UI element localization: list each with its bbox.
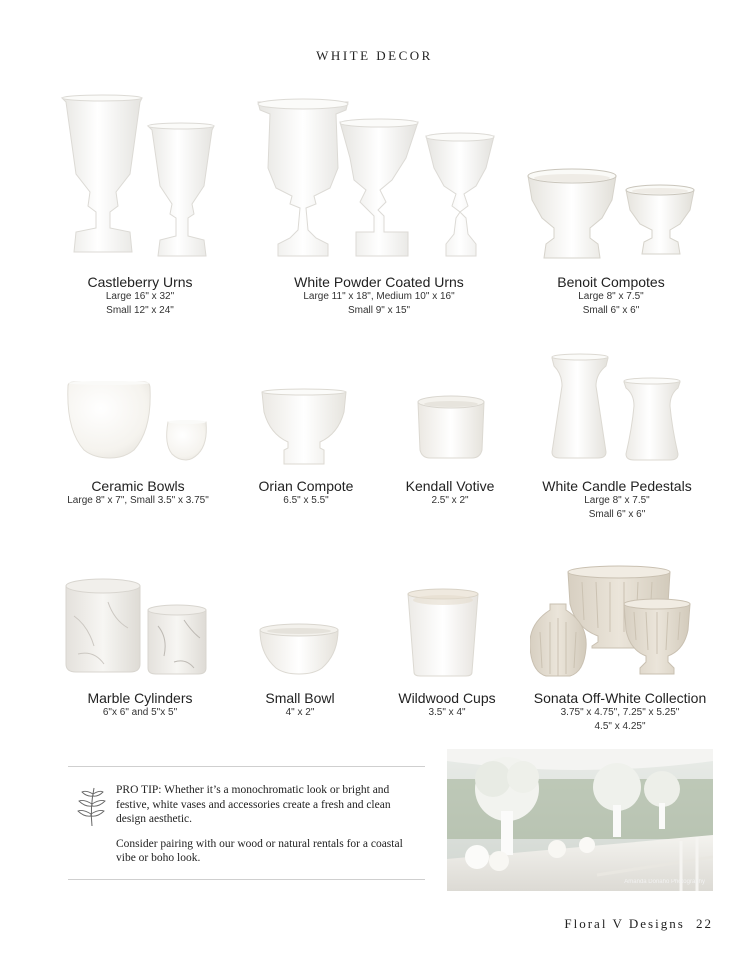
sonata-off-white-collection-photo: [530, 564, 700, 680]
product-dimension: Large 11" x 18", Medium 10" x 16": [303, 291, 455, 302]
white-candle-pedestals-photo: [548, 352, 688, 464]
tip-bottom-divider: [68, 879, 425, 880]
product-dimension: 6.5" x 5.5": [283, 495, 329, 506]
leaf-sprig-icon: [76, 784, 108, 828]
product-ceramic-bowls: [48, 476, 228, 508]
product-dimension: 3.5" x 4": [428, 707, 466, 718]
pro-tip-text: [116, 783, 421, 866]
wildwood-cups-photo: [406, 588, 480, 678]
product-dimension: Small 9" x 15": [347, 305, 411, 316]
product-marble-cylinders: [60, 688, 220, 720]
benoit-compotes-photo: [524, 166, 700, 264]
product-dimension: Large 8" x 7", Small 3.5" x 3.75": [67, 495, 209, 506]
product-dimension: 2.5" x 2": [431, 495, 469, 506]
product-name: White Candle Pedestals: [542, 478, 692, 494]
page-footer: [564, 916, 713, 932]
product-castleberry-urns: [60, 272, 220, 318]
product-name: Sonata Off-White Collection: [533, 690, 707, 706]
tip-top-divider: [68, 766, 425, 767]
product-dimension: 3.75" x 4.75", 7.25" x 5.25": [560, 707, 680, 718]
product-dimension: 4" x 2": [285, 707, 315, 718]
wedding-table-photo: [447, 749, 713, 891]
product-name: Benoit Compotes: [557, 274, 665, 290]
page-title: WHITE DECOR: [316, 48, 433, 63]
photo-credit: Amanda Donaho Photography: [624, 879, 705, 885]
product-name: Ceramic Bowls: [91, 478, 185, 494]
product-name: Orian Compote: [258, 478, 354, 494]
pro-tip-paragraph: PRO TIP: Whether it’s a monochromatic look or bright and festive, white vases and accessories create a fresh and clean design aesthetic.: [116, 784, 391, 825]
product-sonata-off-white-collection: [520, 688, 720, 734]
ceramic-bowls-photo: [64, 380, 214, 464]
product-dimension: 4.5" x 4.25": [594, 721, 646, 732]
product-dimension: Small 6" x 6": [582, 305, 640, 316]
small-bowl-photo: [258, 622, 340, 678]
product-dimension: Small 6" x 6": [588, 509, 646, 520]
product-benoit-compotes: [530, 272, 692, 318]
orian-compote-photo: [258, 388, 350, 468]
product-dimension: Small 12" x 24": [106, 305, 174, 316]
product-name: Kendall Votive: [405, 478, 495, 494]
product-name: Small Bowl: [265, 690, 335, 706]
product-name: White Powder Coated Urns: [294, 274, 464, 290]
product-name: Castleberry Urns: [87, 274, 193, 290]
product-dimension: Large 8" x 7.5": [578, 291, 644, 302]
product-kendall-votive: [392, 476, 508, 508]
product-orian-compote: [244, 476, 368, 508]
product-small-bowl: [244, 688, 356, 720]
pro-tip-paragraph: Consider pairing with our wood or natural rentals for a coastal vibe or boho look.: [116, 837, 403, 864]
product-dimension: Large 8" x 7.5": [584, 495, 650, 506]
castleberry-urns-photo: [60, 94, 220, 264]
product-white-candle-pedestals: [536, 476, 698, 522]
product-name: Marble Cylinders: [87, 690, 193, 706]
product-dimension: 6"x 6" and 5"x 5": [102, 707, 178, 718]
page-number: 22: [696, 916, 713, 931]
product-dimension: Large 16" x 32": [105, 291, 175, 302]
product-name: Wildwood Cups: [398, 690, 496, 706]
kendall-votive-photo: [416, 394, 486, 462]
product-white-powder-coated-urns: [266, 272, 492, 318]
product-wildwood-cups: [386, 688, 508, 720]
marble-cylinders-photo: [64, 576, 210, 678]
white-powder-coated-urns-photo: [256, 98, 496, 262]
footer-brand: Floral V Designs: [564, 916, 685, 931]
